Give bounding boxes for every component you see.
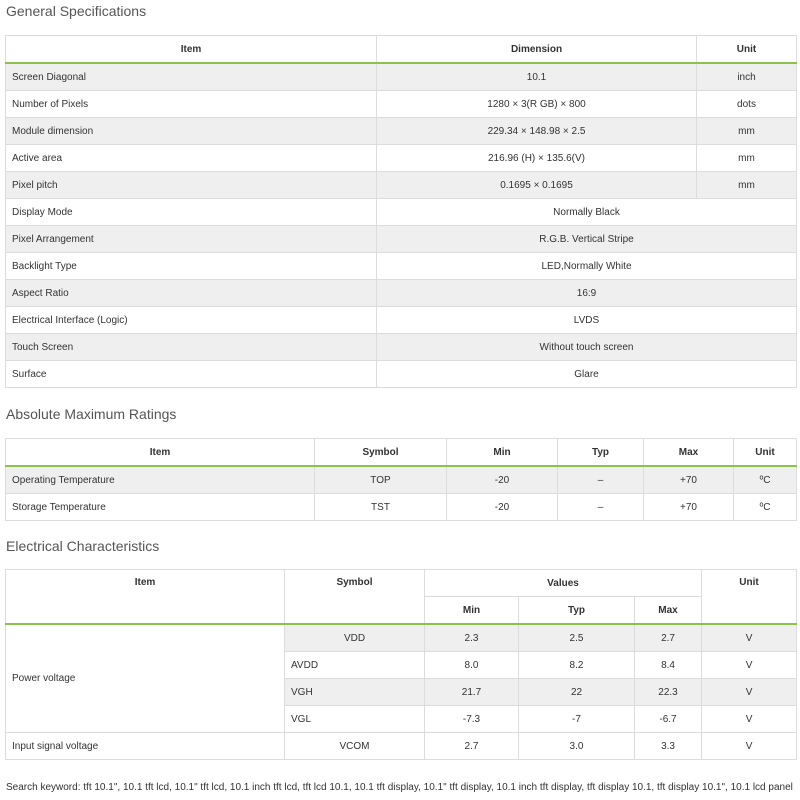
item-cell: Storage Temperature xyxy=(6,494,315,521)
item-cell: Surface xyxy=(6,361,377,388)
typ-cell: – xyxy=(558,494,644,521)
item-cell: Screen Diagonal xyxy=(6,63,377,91)
item-cell: Pixel Arrangement xyxy=(6,226,377,253)
item-cell: Pixel pitch xyxy=(6,172,377,199)
value-cell: LED,Normally White xyxy=(377,253,797,280)
typ-cell: 22 xyxy=(519,679,635,706)
symbol-cell: VCOM xyxy=(285,733,425,760)
symbol-cell: VDD xyxy=(285,624,425,652)
table-row xyxy=(6,466,797,494)
item-cell: Active area xyxy=(6,145,377,172)
unit-cell: mm xyxy=(697,172,797,199)
unit-cell: mm xyxy=(697,145,797,172)
electrical-title: Electrical Characteristics xyxy=(6,538,160,554)
table-row xyxy=(6,172,797,199)
header-item: Item xyxy=(6,439,315,467)
header-dimension: Dimension xyxy=(377,36,697,64)
dimension-cell: 216.96 (H) × 135.6(V) xyxy=(377,145,697,172)
table-row xyxy=(6,145,797,172)
general-specs-table xyxy=(5,35,797,388)
header-values: Values xyxy=(425,570,702,597)
electrical-table xyxy=(5,569,797,760)
unit-cell: V xyxy=(702,652,797,679)
unit-cell: V xyxy=(702,733,797,760)
min-cell: 21.7 xyxy=(425,679,519,706)
table-header-row xyxy=(6,439,797,467)
table-row xyxy=(6,733,797,760)
item-cell: Module dimension xyxy=(6,118,377,145)
table-row xyxy=(6,280,797,307)
min-cell: 2.7 xyxy=(425,733,519,760)
typ-cell: 8.2 xyxy=(519,652,635,679)
value-cell: R.G.B. Vertical Stripe xyxy=(377,226,797,253)
general-specs-title: General Specifications xyxy=(6,3,147,19)
absolute-ratings-table xyxy=(5,438,797,521)
value-cell: LVDS xyxy=(377,307,797,334)
item-cell: Operating Temperature xyxy=(6,466,315,494)
dimension-cell: 229.34 × 148.98 × 2.5 xyxy=(377,118,697,145)
header-symbol: Symbol xyxy=(285,570,425,625)
min-cell: -20 xyxy=(447,494,558,521)
header-min: Min xyxy=(447,439,558,467)
symbol-cell: VGH xyxy=(285,679,425,706)
table-row xyxy=(6,226,797,253)
dimension-cell: 10.1 xyxy=(377,63,697,91)
value-cell: 16:9 xyxy=(377,280,797,307)
absolute-ratings-title: Absolute Maximum Ratings xyxy=(6,406,177,422)
table-row xyxy=(6,253,797,280)
table-row xyxy=(6,63,797,91)
table-row xyxy=(6,494,797,521)
header-unit: Unit xyxy=(702,570,797,625)
max-cell: 3.3 xyxy=(635,733,702,760)
min-cell: -20 xyxy=(447,466,558,494)
symbol-cell: AVDD xyxy=(285,652,425,679)
table-row xyxy=(6,91,797,118)
table-row xyxy=(6,199,797,226)
value-cell: Normally Black xyxy=(377,199,797,226)
table-row xyxy=(6,118,797,145)
unit-cell: V xyxy=(702,624,797,652)
max-cell: +70 xyxy=(644,466,734,494)
header-unit: Unit xyxy=(734,439,797,467)
item-cell: Electrical Interface (Logic) xyxy=(6,307,377,334)
header-unit: Unit xyxy=(697,36,797,64)
header-typ: Typ xyxy=(558,439,644,467)
typ-cell: – xyxy=(558,466,644,494)
table-row xyxy=(6,361,797,388)
header-max: Max xyxy=(644,439,734,467)
header-item: Item xyxy=(6,570,285,625)
unit-cell: ºC xyxy=(734,466,797,494)
typ-cell: -7 xyxy=(519,706,635,733)
unit-cell: mm xyxy=(697,118,797,145)
max-cell: 8.4 xyxy=(635,652,702,679)
header-item: Item xyxy=(6,36,377,64)
symbol-cell: TST xyxy=(315,494,447,521)
item-cell: Number of Pixels xyxy=(6,91,377,118)
max-cell: +70 xyxy=(644,494,734,521)
value-cell: Without touch screen xyxy=(377,334,797,361)
header-typ: Typ xyxy=(519,597,635,625)
unit-cell: dots xyxy=(697,91,797,118)
item-cell: Backlight Type xyxy=(6,253,377,280)
typ-cell: 3.0 xyxy=(519,733,635,760)
dimension-cell: 0.1695 × 0.1695 xyxy=(377,172,697,199)
item-cell: Power voltage xyxy=(6,624,285,733)
table-row xyxy=(6,334,797,361)
item-cell: Display Mode xyxy=(6,199,377,226)
max-cell: 22.3 xyxy=(635,679,702,706)
item-cell: Aspect Ratio xyxy=(6,280,377,307)
header-min: Min xyxy=(425,597,519,625)
table-row xyxy=(6,624,797,652)
search-keywords: Search keyword: tft 10.1", 10.1 tft lcd, 10.1" tft lcd, 10.1 inch tft lcd, tft lcd 10.1, 10.1 tft display, 10.1" tft display, 10.1 inch tft display, tft display 10.1, tft display 10.1", 10.1 lcd panel xyxy=(6,782,793,793)
min-cell: 8.0 xyxy=(425,652,519,679)
max-cell: -6.7 xyxy=(635,706,702,733)
value-cell: Glare xyxy=(377,361,797,388)
unit-cell: ºC xyxy=(734,494,797,521)
dimension-cell: 1280 × 3(R GB) × 800 xyxy=(377,91,697,118)
min-cell: -7.3 xyxy=(425,706,519,733)
symbol-cell: TOP xyxy=(315,466,447,494)
header-max: Max xyxy=(635,597,702,625)
item-cell: Touch Screen xyxy=(6,334,377,361)
min-cell: 2.3 xyxy=(425,624,519,652)
table-header-row xyxy=(6,570,797,597)
item-cell: Input signal voltage xyxy=(6,733,285,760)
header-symbol: Symbol xyxy=(315,439,447,467)
max-cell: 2.7 xyxy=(635,624,702,652)
symbol-cell: VGL xyxy=(285,706,425,733)
unit-cell: inch xyxy=(697,63,797,91)
table-header-row xyxy=(6,36,797,64)
table-row xyxy=(6,307,797,334)
unit-cell: V xyxy=(702,706,797,733)
typ-cell: 2.5 xyxy=(519,624,635,652)
unit-cell: V xyxy=(702,679,797,706)
